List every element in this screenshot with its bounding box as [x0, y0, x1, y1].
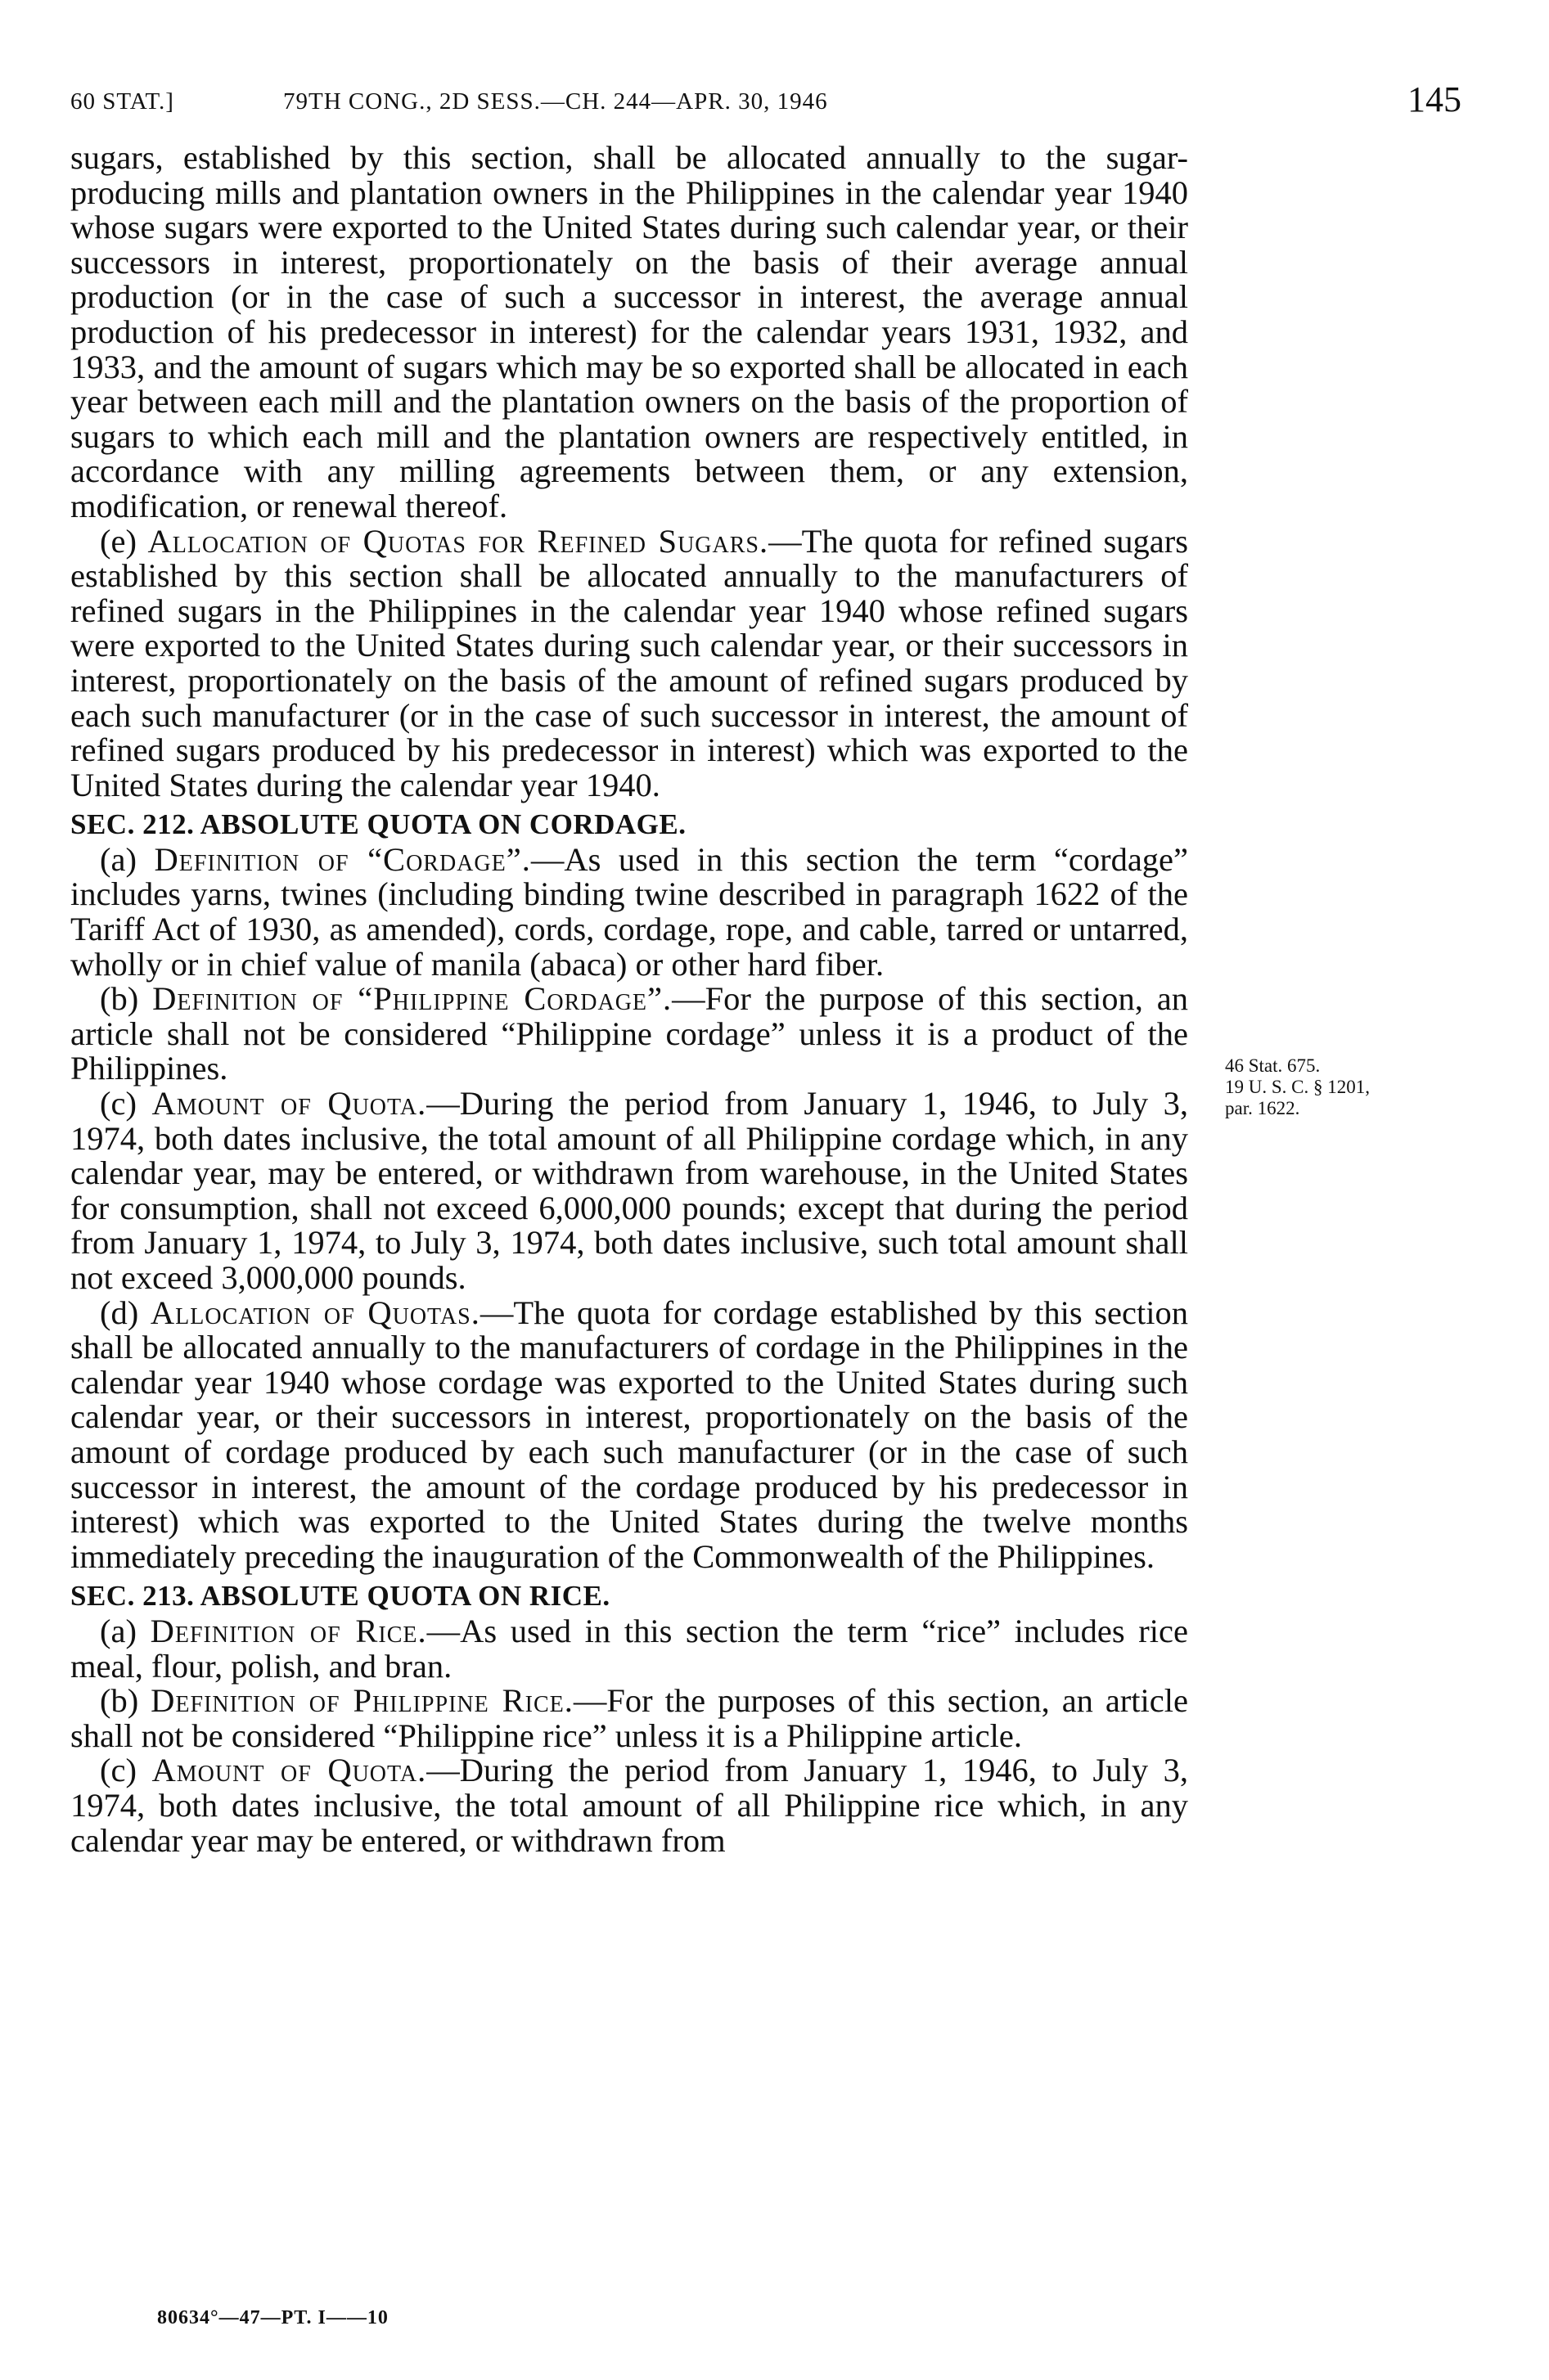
paragraph-212b	[70, 982, 1188, 1087]
running-head: 79TH CONG., 2D SESS.—CH. 244—APR. 30, 1946	[283, 88, 828, 115]
section-212-heading: SEC. 212. ABSOLUTE QUOTA ON CORDAGE.	[70, 808, 687, 841]
page-header	[70, 79, 1461, 128]
subsection-text: —During the period from January 1, 1946, to July 3, 1974, both dates inclusive, the total amount of all Philippine rice which, in any calendar year may be entered, or withdrawn from	[70, 1752, 1188, 1859]
subsection-label: (a)	[100, 1612, 137, 1649]
printer-signature: 80634°—47—PT. I——10	[157, 2307, 389, 2328]
subsection-text: —For the purposes of this section, an article shall not be considered “Philippine rice” unless it is a Philippine article.	[70, 1682, 1188, 1754]
margin-citation-stat: 46 Stat. 675.	[1225, 1055, 1321, 1076]
subsection-heading: Allocation of Quotas for Refined Sugars.	[147, 522, 769, 560]
subsection-label: (b)	[100, 980, 139, 1018]
subsection-heading: Allocation of Quotas.	[150, 1293, 480, 1331]
subsection-text: —The quota for refined sugars established by this section shall be allocated annually to the manufacturers of refined sugars in the Philippines in the calendar year 1940 whose refined sugars were exported to the United States during such calendar year, or their successors in interest, proportionately on the basis of the amount of refined sugars produced by each such manufacturer (or in the case of such successor in interest, the amount of refined sugars produced by his predecessor in interest) which was exported to the United States during the calendar year 1940.	[70, 522, 1188, 803]
paragraph-212d	[70, 1293, 1189, 1575]
paragraph-212a	[70, 840, 1189, 983]
subsection-label: (d)	[100, 1293, 139, 1331]
body-text	[70, 141, 1188, 1858]
subsection-heading: Definition of “Cordage”.	[154, 840, 531, 878]
subsection-text: —As used in this section the term “rice” includes rice meal, flour, polish, and bran.	[70, 1612, 1188, 1685]
page-number: 145	[1407, 79, 1461, 119]
section-213-heading: SEC. 213. ABSOLUTE QUOTA ON RICE.	[70, 1580, 610, 1613]
subsection-heading: Amount of Quota.	[151, 1085, 427, 1123]
paragraph-e-refined-sugars	[70, 524, 1188, 803]
margin-citation	[1225, 1055, 1495, 1119]
subsection-label: (a)	[100, 840, 137, 878]
paragraph-212c	[70, 1087, 1188, 1296]
subsection-text: —As used in this section the term “cordage” includes yarns, twines (including binding twine described in paragraph 1622 of the Tariff Act of 1930, as amended), cords, cordage, rope, and cable, tarred or untarred, wholly or in chief value of manila (abaca) or other hard fiber.	[70, 840, 1189, 983]
paragraph-213b	[70, 1684, 1188, 1753]
subsection-label: (e)	[100, 522, 137, 560]
statute-reference: 60 STAT.]	[70, 88, 174, 115]
subsection-heading: Definition of Rice.	[150, 1612, 427, 1649]
paragraph-213a	[70, 1614, 1188, 1684]
subsection-label: (c)	[100, 1085, 137, 1123]
subsection-heading: Definition of Philippine Rice.	[151, 1682, 574, 1720]
subsection-text: —The quota for cordage established by this section shall be allocated annually to the manufacturers of cordage in the Philippines in the calendar year 1940 whose cordage was exported to the United States during such calendar year, or their successors in interest, proportionately on the basis of the amount of cordage produced by each such manufacturer (or in the case of such successor in interest, the amount of the cordage produced by his predecessor in interest) which was exported to the United States during the twelve months immediately preceding the inauguration of the Commonwealth of the Philippines.	[70, 1293, 1189, 1575]
paragraph-sugar-allocation: sugars, established by this section, shall be allocated annually to the sugar-producing mills and plantation owners in the Philippines in the calendar year 1940 whose sugars were exported to the United States during such calendar year, or their successors in interest, proportionately on the basis of their average annual production (or in the case of such a successor in interest, the average annual production of his predecessor in interest) for the calendar years 1931, 1932, and 1933, and the amount of sugars which may be so exported shall be allocated in each year between each mill and the plantation owners on the basis of the proportion of sugars to which each mill and the plantation owners are respectively entitled, in accordance with any milling agreements between them, or any extension, modification, or renewal thereof.	[70, 139, 1188, 524]
paragraph-213c	[70, 1753, 1188, 1858]
subsection-heading: Definition of “Philippine Cordage”.	[152, 980, 673, 1018]
subsection-heading: Amount of Quota.	[151, 1752, 427, 1789]
subsection-label: (b)	[100, 1682, 139, 1720]
subsection-label: (c)	[100, 1752, 137, 1789]
subsection-text: —For the purpose of this section, an article shall not be considered “Philippine cordage” unless it is a product of the Philippines.	[70, 980, 1189, 1087]
margin-citation-usc: 19 U. S. C. § 1201,	[1225, 1077, 1370, 1097]
margin-citation-par: par. 1622.	[1225, 1098, 1300, 1118]
subsection-text: —During the period from January 1, 1946, to July 3, 1974, both dates inclusive, the total amount of all Philippine cordage which, in any calendar year, may be entered, or withdrawn from warehouse, in the United States for consumption, shall not exceed 6,000,000 pounds; except that during the period from January 1, 1974, to July 3, 1974, both dates inclusive, such total amount shall not exceed 3,000,000 pounds.	[70, 1085, 1188, 1296]
